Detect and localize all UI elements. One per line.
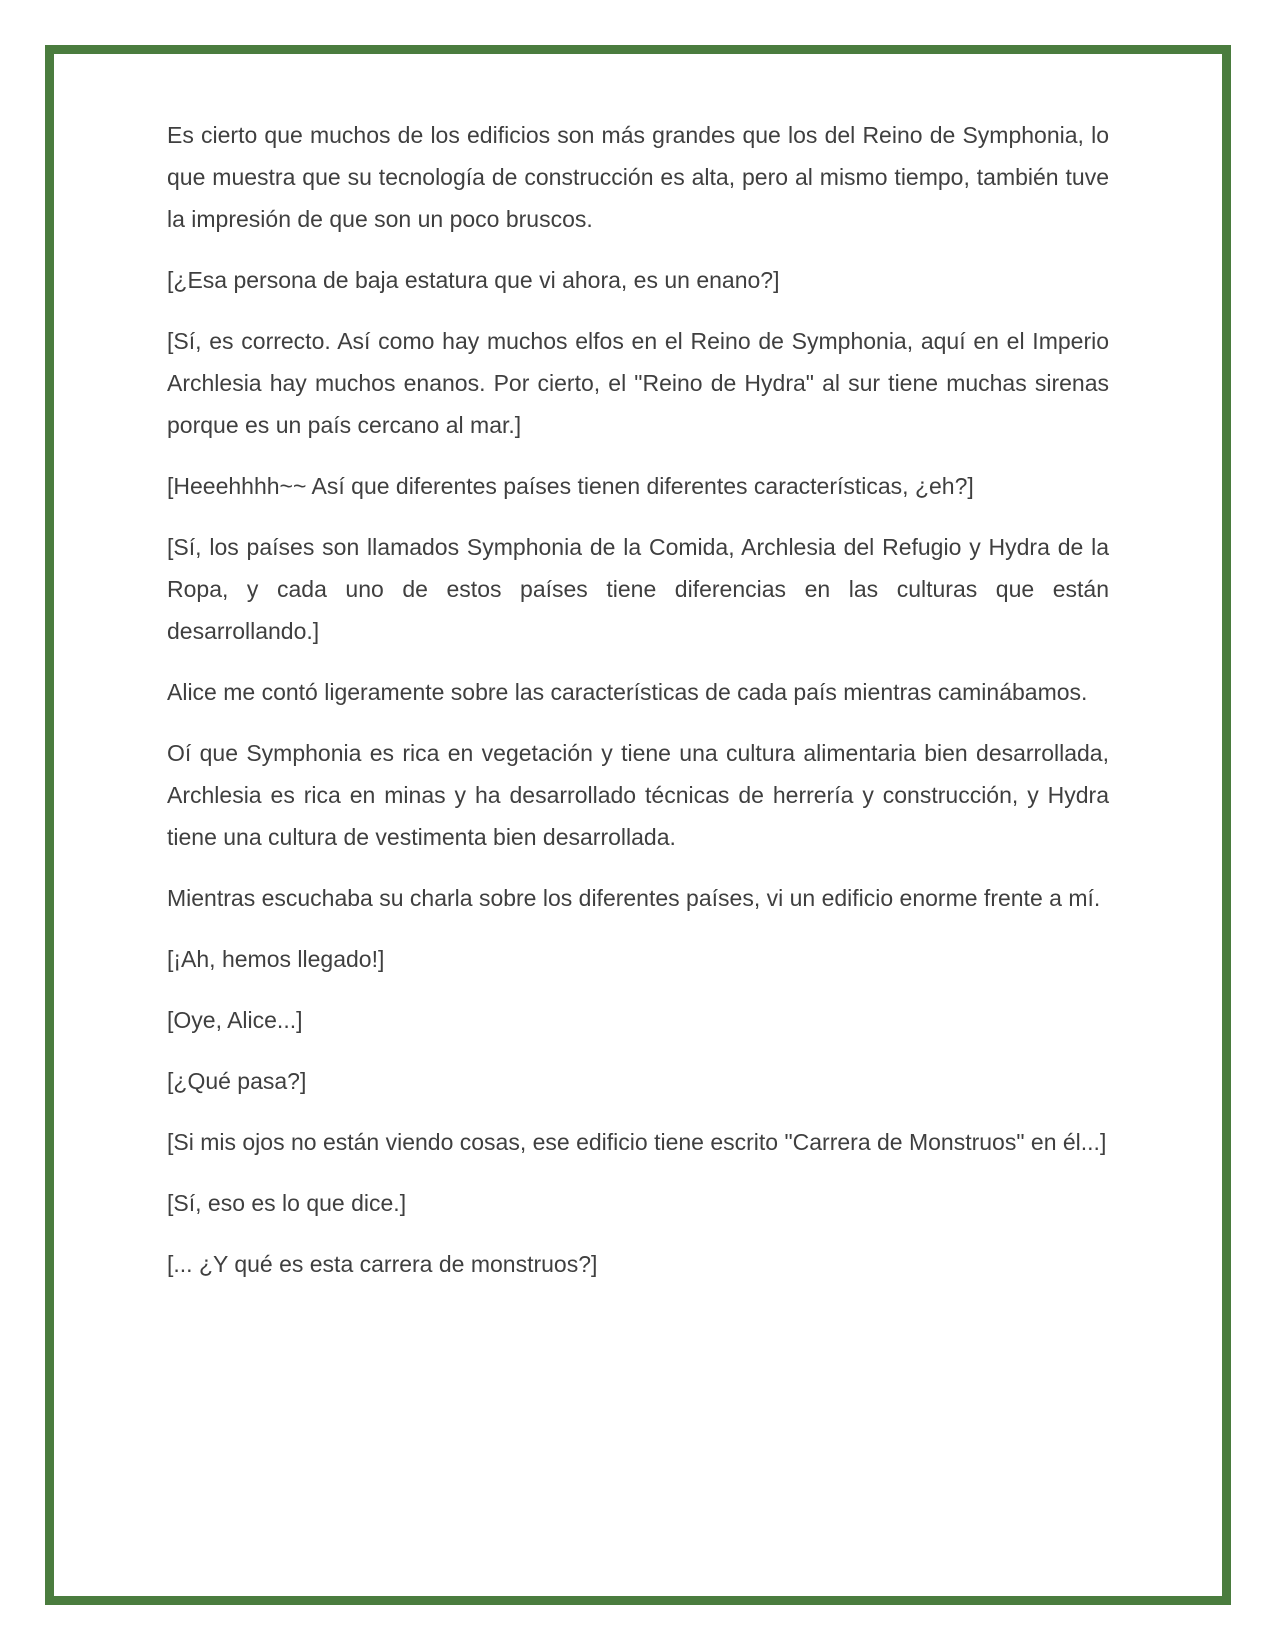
- paragraph: [¿Esa persona de baja estatura que vi ahora, es un enano?]: [167, 267, 780, 293]
- paragraph: [Heeehhhh~~ Así que diferentes países tienen diferentes características, ¿eh?]: [167, 473, 974, 499]
- paragraph: [... ¿Y qué es esta carrera de monstruos?]: [167, 1251, 598, 1277]
- paragraph: [¡Ah, hemos llegado!]: [167, 946, 385, 972]
- paragraph: Alice me contó ligeramente sobre las características de cada país mientras caminábamos.: [167, 679, 1088, 705]
- page-border-frame: [45, 45, 1231, 1605]
- paragraph: Mientras escuchaba su charla sobre los diferentes países, vi un edificio enorme frente a mí.: [167, 885, 1101, 911]
- paragraph: [Sí, eso es lo que dice.]: [167, 1190, 407, 1216]
- paragraph: Oí que Symphonia es rica en vegetación y tiene una cultura alimentaria bien desarrollada, Archlesia es rica en minas y ha desarrollado técnicas de herrería y construcción, y Hydra tiene una cultura de vestimenta bien desarrollada.: [167, 740, 1109, 850]
- paragraph: [Oye, Alice...]: [167, 1007, 303, 1033]
- paragraph: [Si mis ojos no están viendo cosas, ese edificio tiene escrito "Carrera de Monstruos" en él...]: [167, 1129, 1107, 1155]
- document-body: [54, 54, 1222, 1344]
- paragraph: Es cierto que muchos de los edificios son más grandes que los del Reino de Symphonia, lo que muestra que su tecnología de construcción es alta, pero al mismo tiempo, también tuve la impresión de que son un poco bruscos.: [167, 122, 1109, 232]
- paragraph: [Sí, los países son llamados Symphonia de la Comida, Archlesia del Refugio y Hydra de la Ropa, y cada uno de estos países tiene diferencias en las culturas que están desarrollando.]: [167, 534, 1109, 644]
- paragraph: [¿Qué pasa?]: [167, 1068, 307, 1094]
- paragraph: [Sí, es correcto. Así como hay muchos elfos en el Reino de Symphonia, aquí en el Imperio Archlesia hay muchos enanos. Por cierto, el "Reino de Hydra" al sur tiene muchas sirenas porque es un país cercano al mar.]: [167, 328, 1109, 438]
